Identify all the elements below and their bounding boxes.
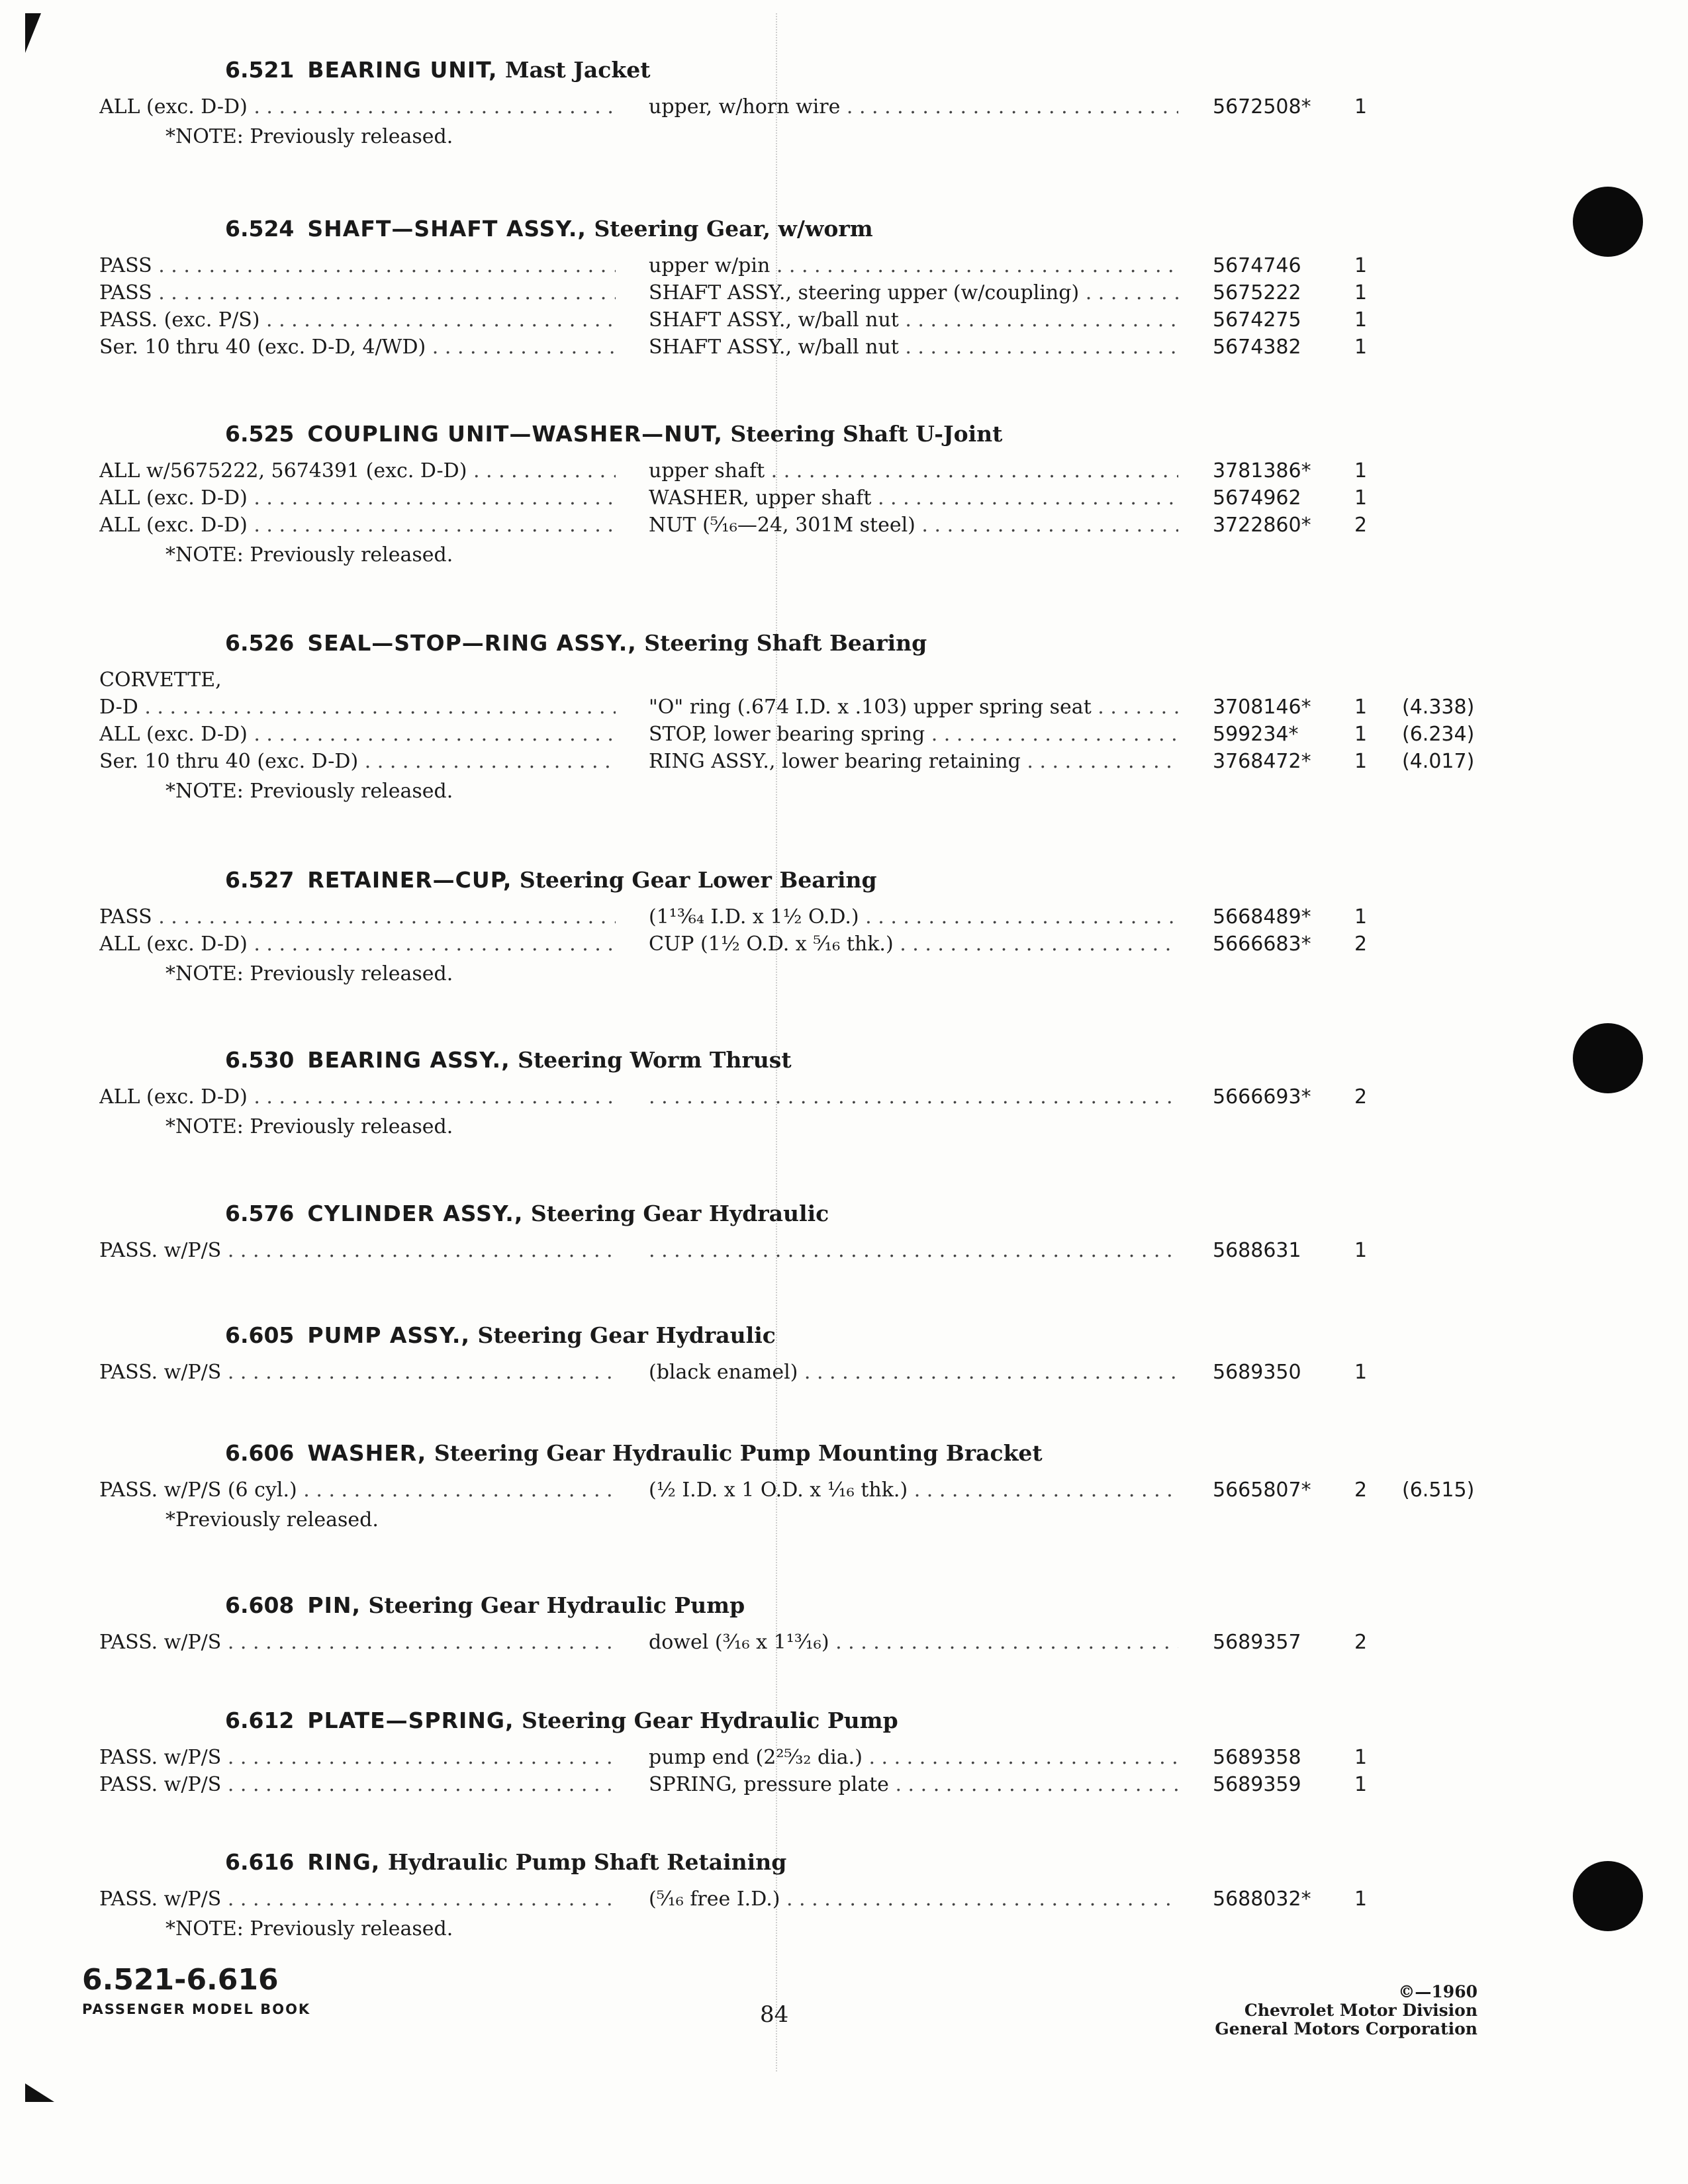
description-cell: (⁵⁄₁₆ free I.D.) . . . [649, 1888, 1178, 1911]
description-cell: dowel (³⁄₁₆ x 1¹³⁄₁₆) . . . [649, 1631, 1178, 1654]
section-note: *NOTE: Previously released. [165, 780, 453, 803]
section-number: 6.605 [225, 1322, 295, 1348]
application-cell: PASS. w/P/S . . . [99, 1773, 616, 1796]
application-cell: ALL (exc. D-D) . . . [99, 514, 616, 537]
quantity-cell: 1 [1354, 1239, 1368, 1262]
quantity-cell: 1 [1354, 696, 1368, 719]
part-number-cell: 3781386* [1213, 459, 1311, 482]
description-cell: upper, w/horn wire . . . [649, 95, 1178, 118]
punch-hole-top [1573, 187, 1643, 257]
part-number-cell: 3722860* [1213, 514, 1311, 537]
quantity-cell: 2 [1354, 933, 1368, 956]
description-cell [649, 1239, 1178, 1262]
description-cell: CUP (1½ O.D. x ⁵⁄₁₆ thk.) . . . [649, 933, 1178, 956]
section-description: Steering Gear Lower Bearing [519, 867, 877, 893]
table-row [0, 514, 1688, 543]
description-cell: (black enamel) . . . [649, 1361, 1178, 1384]
table-row [0, 459, 1688, 488]
section-heading [225, 867, 877, 893]
section-title: CYLINDER ASSY., [307, 1201, 524, 1226]
section-number: 6.606 [225, 1440, 295, 1466]
application-cell: PASS. w/P/S . . . [99, 1239, 616, 1262]
application-cell: ALL (exc. D-D) . . . [99, 723, 616, 746]
quantity-cell: 1 [1354, 459, 1368, 482]
table-row [0, 750, 1688, 779]
part-number-cell: 5674275 [1213, 308, 1301, 332]
section-number: 6.525 [225, 421, 295, 447]
description-cell [649, 1085, 1178, 1109]
part-number-cell: 5674382 [1213, 336, 1301, 359]
section-number: 6.526 [225, 630, 295, 656]
part-number-cell: 3708146* [1213, 696, 1311, 719]
page-number: 84 [760, 2001, 789, 2028]
section-title: RETAINER—CUP, [307, 867, 512, 893]
quantity-cell: 1 [1354, 486, 1368, 510]
publisher-block [1125, 1983, 1477, 2038]
section-title: BEARING UNIT, [307, 57, 498, 83]
section-heading [225, 1707, 898, 1733]
table-row [0, 1631, 1688, 1660]
footer-group-range: 6.521-6.616 [82, 1963, 279, 1997]
application-cell: D-D . . . [99, 696, 616, 719]
application-cell: ALL (exc. D-D) . . . [99, 95, 616, 118]
footer-book-title: PASSENGER MODEL BOOK [82, 2001, 311, 2017]
application-cell: PASS. w/P/S . . . [99, 1746, 616, 1769]
description-cell: pump end (2²⁵⁄₃₂ dia.) . . . [649, 1746, 1178, 1769]
section-title: WASHER, [307, 1440, 427, 1466]
quantity-cell: 1 [1354, 1361, 1368, 1384]
section-number: 6.524 [225, 216, 295, 242]
section-note: *NOTE: Previously released. [165, 1115, 453, 1138]
quantity-cell: 1 [1354, 905, 1368, 929]
section-title: PLATE—SPRING, [307, 1707, 514, 1733]
table-row [0, 723, 1688, 752]
quantity-cell: 1 [1354, 336, 1368, 359]
section-description: Steering Gear Hydraulic [477, 1322, 776, 1348]
description-cell: "O" ring (.674 I.D. x .103) upper spring seat . . . [649, 696, 1178, 719]
quantity-cell: 1 [1354, 750, 1368, 773]
application-cell: Ser. 10 thru 40 (exc. D-D, 4/WD) . . . [99, 336, 616, 359]
description-cell: STOP, lower bearing spring . . . [649, 723, 1178, 746]
section-description: Steering Worm Thrust [518, 1047, 792, 1073]
table-row [0, 905, 1688, 934]
part-number-cell: 3768472* [1213, 750, 1311, 773]
section-title: COUPLING UNIT—WASHER—NUT, [307, 421, 723, 447]
section-number: 6.521 [225, 57, 295, 83]
punch-hole-middle [1573, 1023, 1643, 1093]
section-description: Steering Gear Hydraulic [530, 1201, 829, 1226]
table-row [0, 281, 1688, 310]
section-note: *NOTE: Previously released. [165, 962, 453, 985]
part-number-cell: 5665807* [1213, 1479, 1311, 1502]
part-number-cell: 5674962 [1213, 486, 1301, 510]
section-description: Steering Shaft U-Joint [730, 421, 1003, 447]
part-number-cell: 5688032* [1213, 1888, 1311, 1911]
description-cell: SPRING, pressure plate . . . [649, 1773, 1178, 1796]
section-title: PIN, [307, 1592, 361, 1618]
table-row [0, 486, 1688, 516]
description-cell: WASHER, upper shaft . . . [649, 486, 1178, 510]
description-cell: SHAFT ASSY., w/ball nut . . . [649, 336, 1178, 359]
quantity-cell: 1 [1354, 1773, 1368, 1796]
application-prefix: CORVETTE, [99, 668, 222, 692]
quantity-cell: 2 [1354, 1479, 1368, 1502]
application-cell: ALL (exc. D-D) . . . [99, 486, 616, 510]
application-cell: PASS . . . [99, 905, 616, 929]
section-description: Steering Gear Hydraulic Pump Mounting Bracket [434, 1440, 1043, 1466]
table-row [0, 1085, 1688, 1115]
publisher-division: Chevrolet Motor Division [1244, 2001, 1477, 2020]
table-row [0, 1746, 1688, 1775]
description-cell: SHAFT ASSY., steering upper (w/coupling) . . . [649, 281, 1178, 304]
part-number-cell: 5689357 [1213, 1631, 1301, 1654]
table-row [0, 1773, 1688, 1802]
reference-cell: (6.234) [1402, 723, 1475, 746]
quantity-cell: 1 [1354, 308, 1368, 332]
section-heading [225, 216, 873, 242]
section-heading [225, 1592, 745, 1618]
section-description: Hydraulic Pump Shaft Retaining [387, 1849, 787, 1875]
part-number-cell: 5689359 [1213, 1773, 1301, 1796]
section-number: 6.576 [225, 1201, 295, 1226]
section-number: 6.612 [225, 1707, 295, 1733]
section-title: RING, [307, 1849, 381, 1875]
application-cell: PASS. w/P/S (6 cyl.) . . . [99, 1479, 616, 1502]
application-cell: PASS. w/P/S . . . [99, 1361, 616, 1384]
section-description: Steering Gear, w/worm [594, 216, 873, 242]
part-number-cell: 5689358 [1213, 1746, 1301, 1769]
part-number-cell: 5689350 [1213, 1361, 1301, 1384]
section-number: 6.527 [225, 867, 295, 893]
table-row [0, 1361, 1688, 1390]
section-heading [225, 57, 650, 83]
quantity-cell: 1 [1354, 281, 1368, 304]
application-cell: PASS. w/P/S . . . [99, 1631, 616, 1654]
table-row [0, 1479, 1688, 1508]
table-row [0, 336, 1688, 365]
section-heading [225, 421, 1002, 447]
description-cell: NUT (⁵⁄₁₆—24, 301M steel) . . . [649, 514, 1178, 537]
application-cell: PASS. (exc. P/S) . . . [99, 308, 616, 332]
description-cell: (1¹³⁄₆₄ I.D. x 1½ O.D.) . . . [649, 905, 1178, 929]
application-cell: PASS . . . [99, 281, 616, 304]
quantity-cell: 2 [1354, 1085, 1368, 1109]
application-cell: ALL (exc. D-D) . . . [99, 1085, 616, 1109]
copyright: ©—1960 [1398, 1982, 1477, 2001]
section-title: SEAL—STOP—RING ASSY., [307, 630, 637, 656]
quantity-cell: 2 [1354, 514, 1368, 537]
section-description: Steering Gear Hydraulic Pump [522, 1707, 898, 1733]
section-description: Mast Jacket [505, 57, 651, 83]
part-number-cell: 599234* [1213, 723, 1299, 746]
section-number: 6.608 [225, 1592, 295, 1618]
registration-mark-bottom [25, 2083, 54, 2102]
reference-cell: (4.017) [1402, 750, 1475, 773]
part-number-cell: 5675222 [1213, 281, 1301, 304]
table-row [0, 1888, 1688, 1917]
quantity-cell: 2 [1354, 1631, 1368, 1654]
application-cell: Ser. 10 thru 40 (exc. D-D) . . . [99, 750, 616, 773]
section-heading [225, 1440, 1043, 1466]
quantity-cell: 1 [1354, 1888, 1368, 1911]
description-cell: upper shaft . . . [649, 459, 1178, 482]
table-row [0, 1239, 1688, 1268]
application-cell: PASS . . . [99, 254, 616, 277]
section-number: 6.530 [225, 1047, 295, 1073]
section-heading [225, 1047, 792, 1073]
quantity-cell: 1 [1354, 1746, 1368, 1769]
section-title: SHAFT—SHAFT ASSY., [307, 216, 586, 242]
section-title: BEARING ASSY., [307, 1047, 510, 1073]
quantity-cell: 1 [1354, 95, 1368, 118]
description-cell: upper w/pin . . . [649, 254, 1178, 277]
section-heading [225, 630, 927, 656]
section-note: *Previously released. [165, 1508, 379, 1531]
table-row [0, 696, 1688, 725]
part-number-cell: 5668489* [1213, 905, 1311, 929]
part-number-cell: 5674746 [1213, 254, 1301, 277]
table-row [0, 933, 1688, 962]
part-number-cell: 5672508* [1213, 95, 1311, 118]
quantity-cell: 1 [1354, 254, 1368, 277]
table-row [0, 95, 1688, 124]
table-row [0, 254, 1688, 283]
reference-cell: (6.515) [1402, 1479, 1475, 1502]
description-cell: SHAFT ASSY., w/ball nut . . . [649, 308, 1178, 332]
application-cell: ALL (exc. D-D) . . . [99, 933, 616, 956]
application-cell: ALL w/5675222, 5674391 (exc. D-D) . . . [99, 459, 616, 482]
description-cell: (½ I.D. x 1 O.D. x ¹⁄₁₆ thk.) . . . [649, 1479, 1178, 1502]
section-description: Steering Gear Hydraulic Pump [368, 1592, 745, 1618]
section-description: Steering Shaft Bearing [644, 630, 927, 656]
part-number-cell: 5688631 [1213, 1239, 1301, 1262]
section-title: PUMP ASSY., [307, 1322, 470, 1348]
section-note: *NOTE: Previously released. [165, 543, 453, 567]
table-row [0, 308, 1688, 338]
publisher-corporation: General Motors Corporation [1215, 2019, 1477, 2038]
section-note: *NOTE: Previously released. [165, 1917, 453, 1940]
application-cell: PASS. w/P/S . . . [99, 1888, 616, 1911]
reference-cell: (4.338) [1402, 696, 1475, 719]
section-note: *NOTE: Previously released. [165, 125, 453, 148]
description-cell: RING ASSY., lower bearing retaining . . . [649, 750, 1178, 773]
registration-mark-top [25, 13, 41, 53]
quantity-cell: 1 [1354, 723, 1368, 746]
section-number: 6.616 [225, 1849, 295, 1875]
part-number-cell: 5666693* [1213, 1085, 1311, 1109]
section-heading [225, 1849, 786, 1875]
section-heading [225, 1201, 829, 1226]
part-number-cell: 5666683* [1213, 933, 1311, 956]
section-heading [225, 1322, 776, 1348]
